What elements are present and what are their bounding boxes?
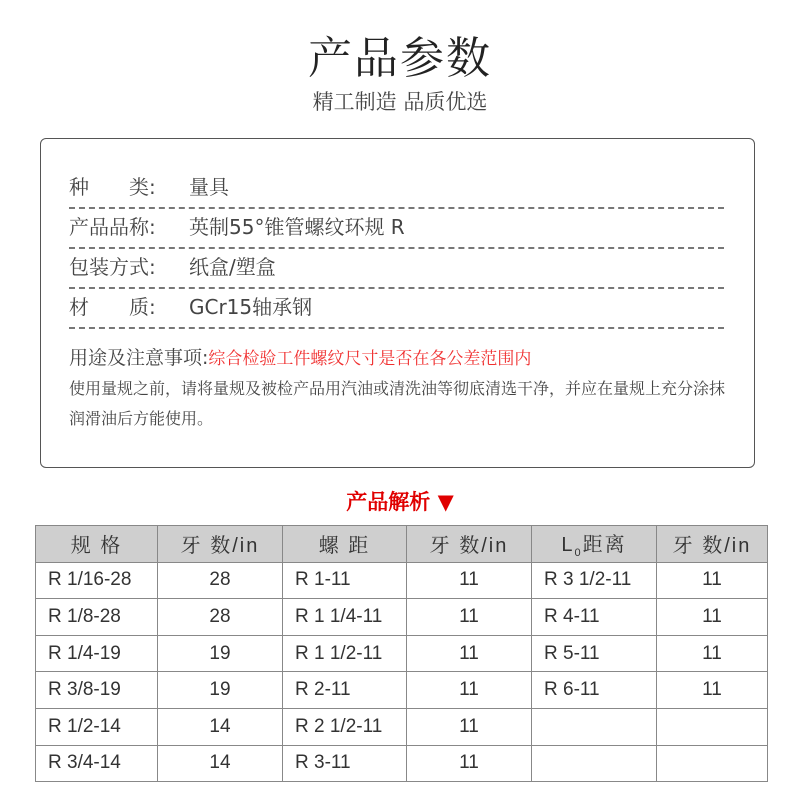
table-cell: R 1/8-28 [36, 599, 158, 636]
usage-section [69, 343, 729, 434]
table-cell: 11 [657, 635, 768, 672]
header-distance: 距离 [582, 534, 627, 557]
header-cell: 牙 数/in [657, 526, 768, 563]
section-title: 产品解析 ▼ [346, 490, 454, 514]
spec-value: 量具 [189, 175, 229, 199]
header-cell [532, 526, 657, 563]
header-l: L [561, 534, 575, 557]
spec-value: 纸盒/塑盒 [189, 255, 276, 279]
table-cell: 11 [657, 599, 768, 636]
table-cell: R 1-11 [283, 562, 407, 599]
table-cell: R 1/2-14 [36, 708, 158, 745]
usage-highlight: 综合检验工件螺纹尺寸是否在各公差范围内 [208, 349, 532, 369]
table-cell: 11 [407, 708, 532, 745]
table-cell [657, 708, 768, 745]
page-title: 产品参数 [308, 33, 492, 84]
table-cell: R 4-11 [532, 599, 657, 636]
spec-row [69, 249, 724, 289]
table-cell: 11 [407, 599, 532, 636]
spec-row [69, 169, 724, 209]
spec-label: 产品品称: [69, 215, 156, 239]
table-cell [657, 745, 768, 782]
table-cell: R 3/4-14 [36, 745, 158, 782]
table-cell: R 1 1/2-11 [283, 635, 407, 672]
spec-row [69, 209, 724, 249]
table-cell: R 3/8-19 [36, 672, 158, 709]
table-row [36, 562, 768, 599]
table-cell: R 1/16-28 [36, 562, 158, 599]
header-cell: 牙 数/in [158, 526, 283, 563]
table-cell [532, 708, 657, 745]
table-cell: 28 [158, 562, 283, 599]
table-cell: 11 [407, 745, 532, 782]
header-cell: 螺 距 [283, 526, 407, 563]
table-row [36, 635, 768, 672]
table-row [36, 745, 768, 782]
table-cell: R 1/4-19 [36, 635, 158, 672]
spec-value: GCr15轴承钢 [189, 295, 313, 319]
usage-note: 使用量规之前，请将量规及被检产品用汽油或清洗油等彻底清选干净，并应在量规上充分涂抹润滑油后方能使用。 [69, 379, 726, 428]
usage-label: 用途及注意事项: [69, 347, 209, 369]
table-cell: R 3-11 [283, 745, 407, 782]
spec-table [35, 525, 768, 782]
header-cell: 规 格 [36, 526, 158, 563]
table-cell: 11 [657, 672, 768, 709]
table-row [36, 599, 768, 636]
table-header-row [36, 526, 768, 563]
table-cell: R 5-11 [532, 635, 657, 672]
spec-value: 英制55°锥管螺纹环规 R [189, 215, 405, 239]
spec-row [69, 289, 724, 329]
table-cell: R 2 1/2-11 [283, 708, 407, 745]
spec-label: 材 质: [69, 295, 156, 319]
table-cell: 11 [657, 562, 768, 599]
table-cell: 14 [158, 708, 283, 745]
table-cell: 14 [158, 745, 283, 782]
table-row [36, 708, 768, 745]
table-cell: 11 [407, 562, 532, 599]
table-cell: R 3 1/2-11 [532, 562, 657, 599]
header-cell: 牙 数/in [407, 526, 532, 563]
spec-panel [40, 138, 755, 468]
table-cell: 11 [407, 672, 532, 709]
header-subscript: 0 [574, 547, 583, 560]
page-subtitle: 精工制造 品质优选 [312, 90, 488, 114]
table-cell: R 1 1/4-11 [283, 599, 407, 636]
spec-label: 种 类: [69, 175, 156, 199]
table-cell: 11 [407, 635, 532, 672]
table-cell: 28 [158, 599, 283, 636]
table-row [36, 672, 768, 709]
table-cell: R 6-11 [532, 672, 657, 709]
table-cell: 19 [158, 672, 283, 709]
table-cell: R 2-11 [283, 672, 407, 709]
table-cell: 19 [158, 635, 283, 672]
table-cell [532, 745, 657, 782]
spec-label: 包装方式: [69, 255, 156, 279]
